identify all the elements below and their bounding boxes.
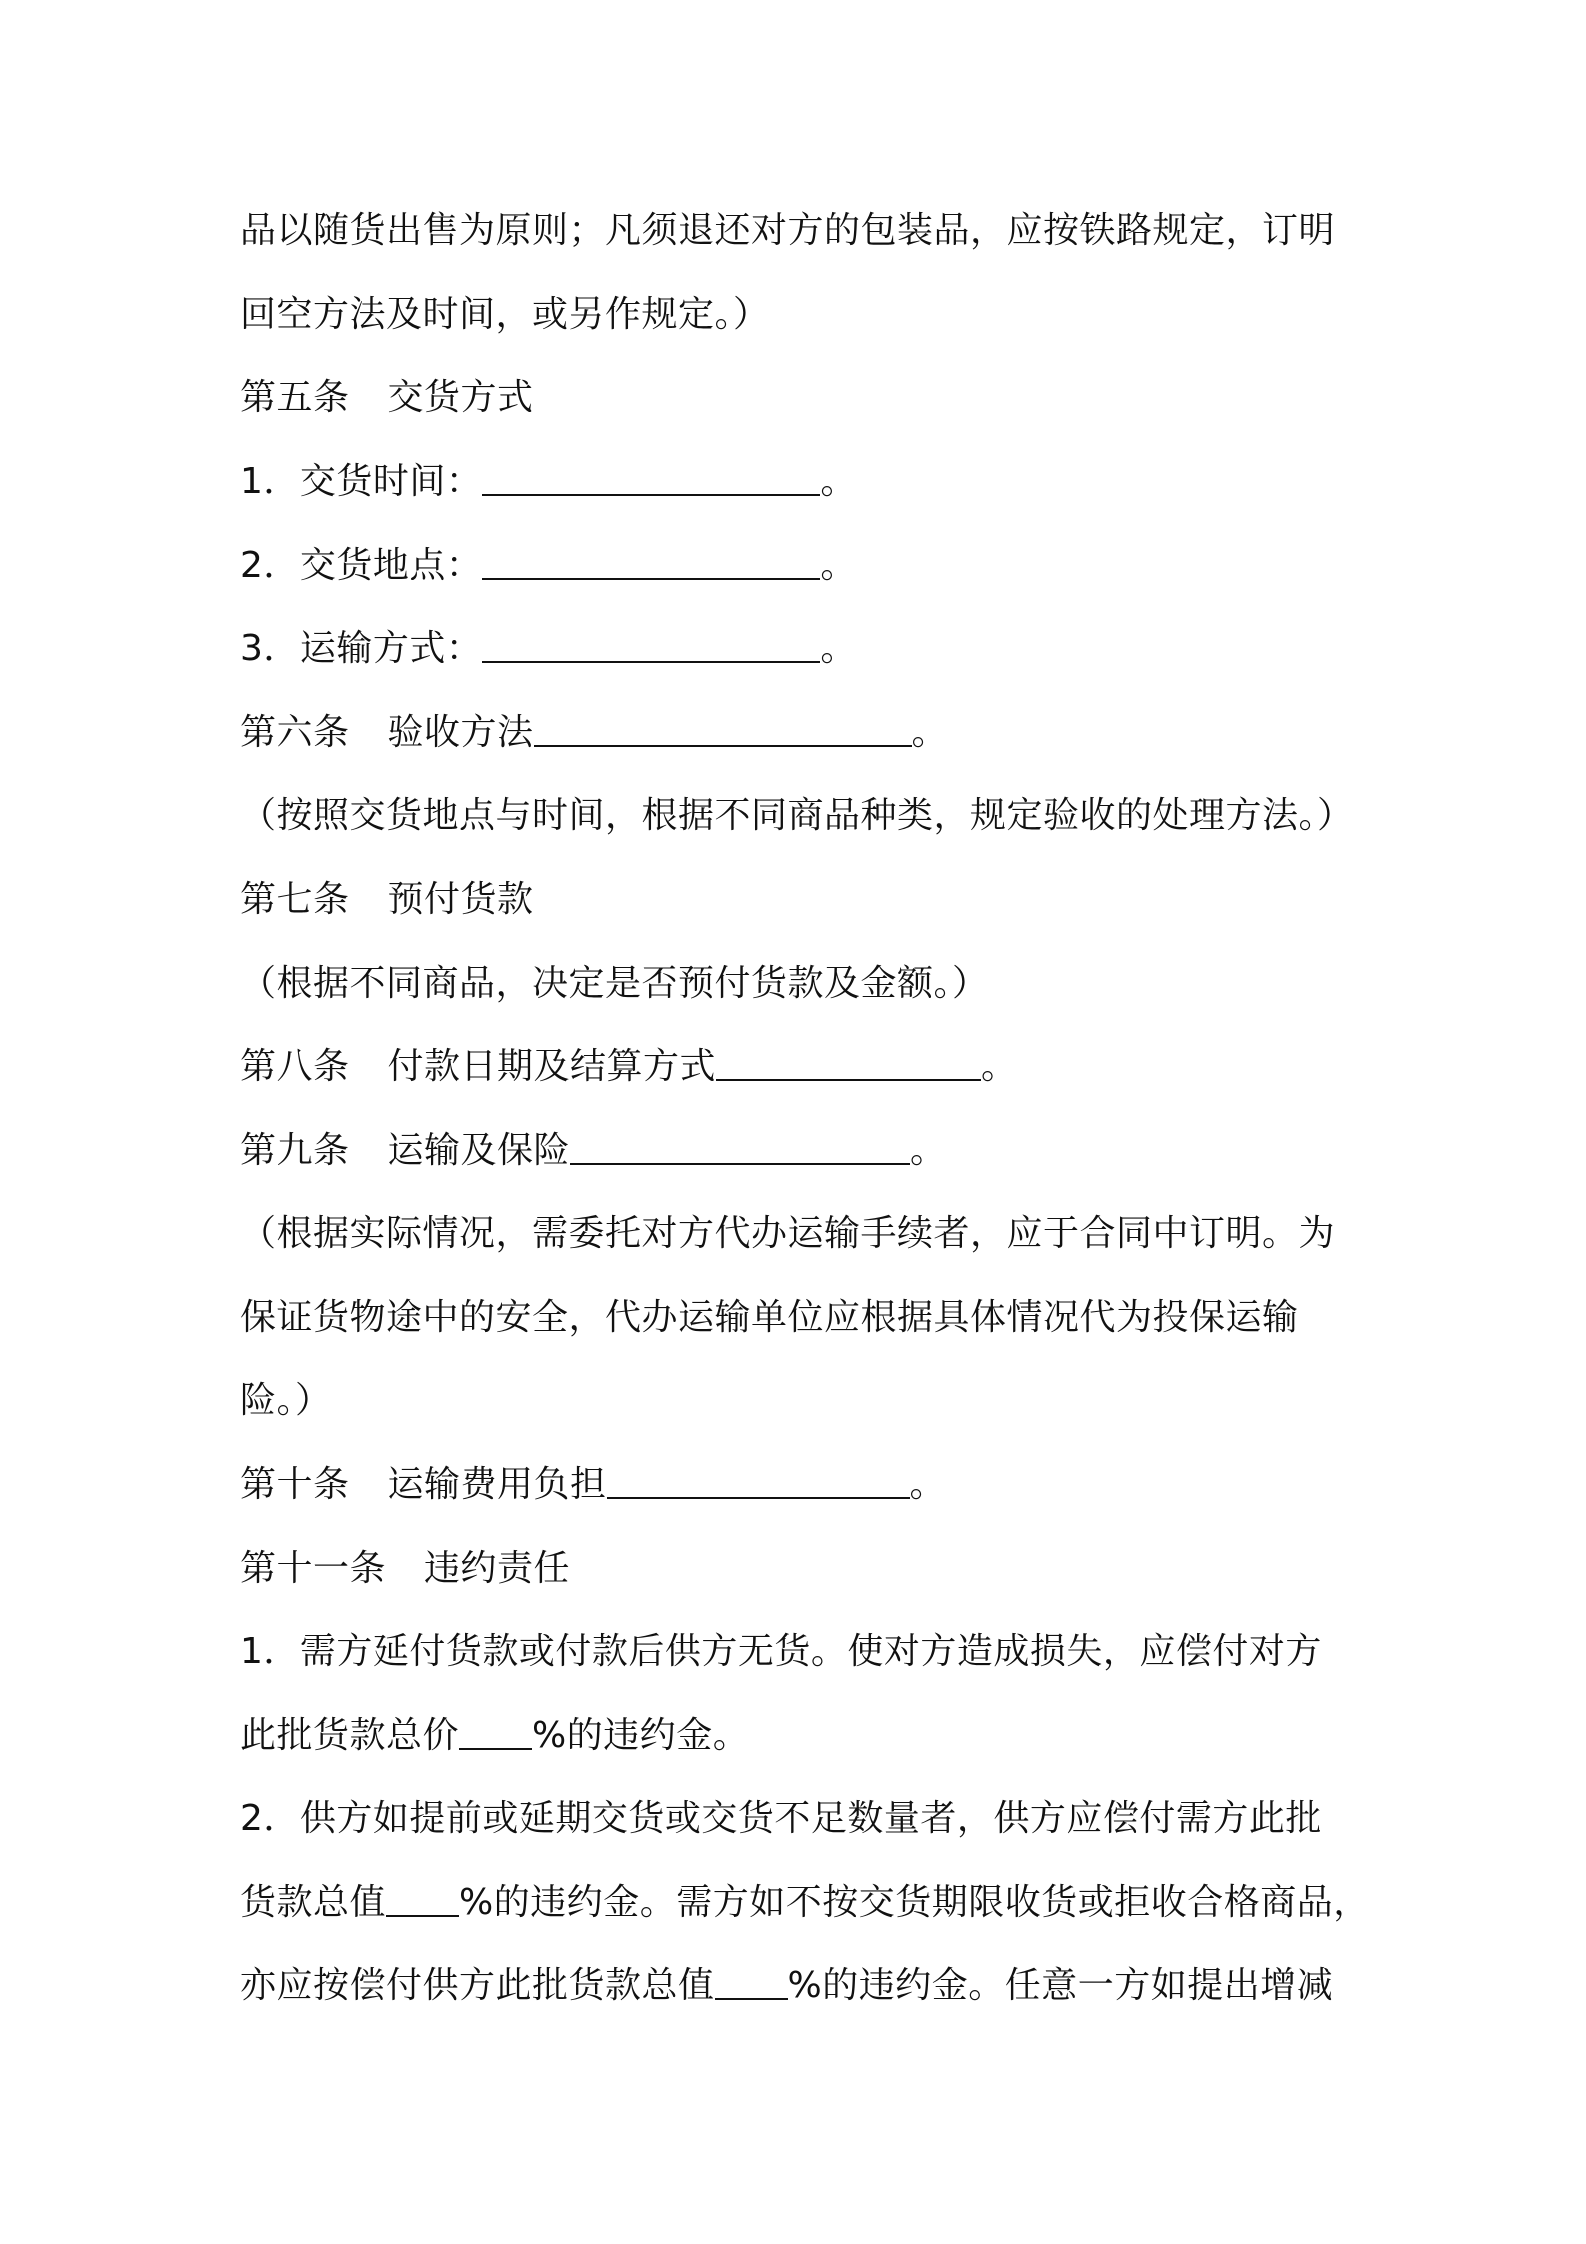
- article-number: 第十条: [240, 1464, 350, 1505]
- article-10-heading: [240, 1455, 946, 1515]
- blank-field: [607, 1455, 910, 1499]
- clause-text: 1．需方延付货款或付款后供方无货。使对方造成损失，应偿付对方: [240, 1631, 1322, 1672]
- item-label: 1．交货时间：: [240, 461, 483, 502]
- blank-field: [482, 452, 820, 496]
- note-line: （根据实际情况，需委托对方代办运输手续者，应于合同中订明。为: [240, 1213, 1336, 1254]
- clause-text: [240, 1873, 1370, 1933]
- clause-segment: 货款总值: [240, 1882, 387, 1923]
- clause-text: [240, 1706, 749, 1766]
- delivery-time-item: [240, 452, 857, 512]
- note-line: （根据不同商品，决定是否预付货款及金额。）: [240, 963, 989, 1004]
- clause-segment: %的违约金。任意一方如提出增减: [787, 1965, 1334, 2006]
- item-end: 。: [820, 461, 857, 502]
- transport-method-item: [240, 619, 857, 679]
- percent-blank: [386, 1873, 459, 1917]
- article-number: 第七条: [240, 879, 350, 920]
- item-end: 。: [820, 628, 857, 669]
- article-title: 预付货款: [387, 879, 534, 920]
- item-end: 。: [909, 1464, 947, 1505]
- note-line: 保证货物途中的安全，代办运输单位应根据具体情况代为投保运输: [240, 1297, 1299, 1338]
- text-line: 回空方法及时间，或另作规定。）: [240, 294, 770, 335]
- article-8-heading: [240, 1037, 1018, 1097]
- article-11-heading: [240, 1539, 570, 1599]
- article-title: 违约责任: [424, 1548, 571, 1589]
- article-title: 验收方法: [387, 712, 534, 753]
- clause-segment: 亦应按偿付供方此批货款总值: [240, 1965, 715, 2006]
- clause-segment: 此批货款总价: [240, 1715, 460, 1756]
- article-number: 第八条: [240, 1046, 350, 1087]
- item-end: 。: [820, 545, 857, 586]
- item-end: 。: [910, 1130, 947, 1171]
- note-line: 险。）: [240, 1380, 332, 1421]
- article-6-heading: [240, 703, 948, 763]
- percent-blank: [459, 1706, 532, 1750]
- article-9-heading: [240, 1121, 947, 1181]
- item-label: 3．运输方式：: [240, 628, 483, 669]
- item-end: 。: [911, 712, 949, 753]
- text-line: 品以随货出售为原则；凡须退还对方的包装品，应按铁路规定，订明: [240, 210, 1336, 251]
- article-title: 付款日期及结算方式: [387, 1046, 717, 1087]
- item-end: 。: [981, 1046, 1018, 1087]
- percent-blank: [715, 1956, 788, 2000]
- item-label: 2．交货地点：: [240, 545, 483, 586]
- article-number: 第五条: [240, 377, 350, 418]
- article-7-heading: [240, 870, 534, 930]
- article-number: 第九条: [240, 1130, 350, 1171]
- article-number: 第十一条: [240, 1548, 387, 1589]
- article-title: 交货方式: [387, 377, 534, 418]
- blank-field: [534, 703, 912, 747]
- clause-text: [240, 1956, 1333, 2016]
- note-line: （按照交货地点与时间，根据不同商品种类，规定验收的处理方法。）: [240, 795, 1354, 836]
- blank-field: [482, 619, 820, 663]
- blank-field: [482, 536, 820, 580]
- article-title: 运输及保险: [387, 1130, 571, 1171]
- blank-field: [716, 1037, 981, 1081]
- article-5-heading: [240, 368, 534, 428]
- clause-text: 2．供方如提前或延期交货或交货不足数量者，供方应偿付需方此批: [240, 1798, 1322, 1839]
- article-number: 第六条: [240, 712, 350, 753]
- article-title: 运输费用负担: [387, 1464, 607, 1505]
- clause-segment: %的违约金。需方如不按交货期限收货或拒收合格商品，: [459, 1882, 1370, 1923]
- clause-segment: %的违约金。: [532, 1715, 750, 1756]
- delivery-place-item: [240, 536, 857, 596]
- blank-field: [570, 1121, 910, 1165]
